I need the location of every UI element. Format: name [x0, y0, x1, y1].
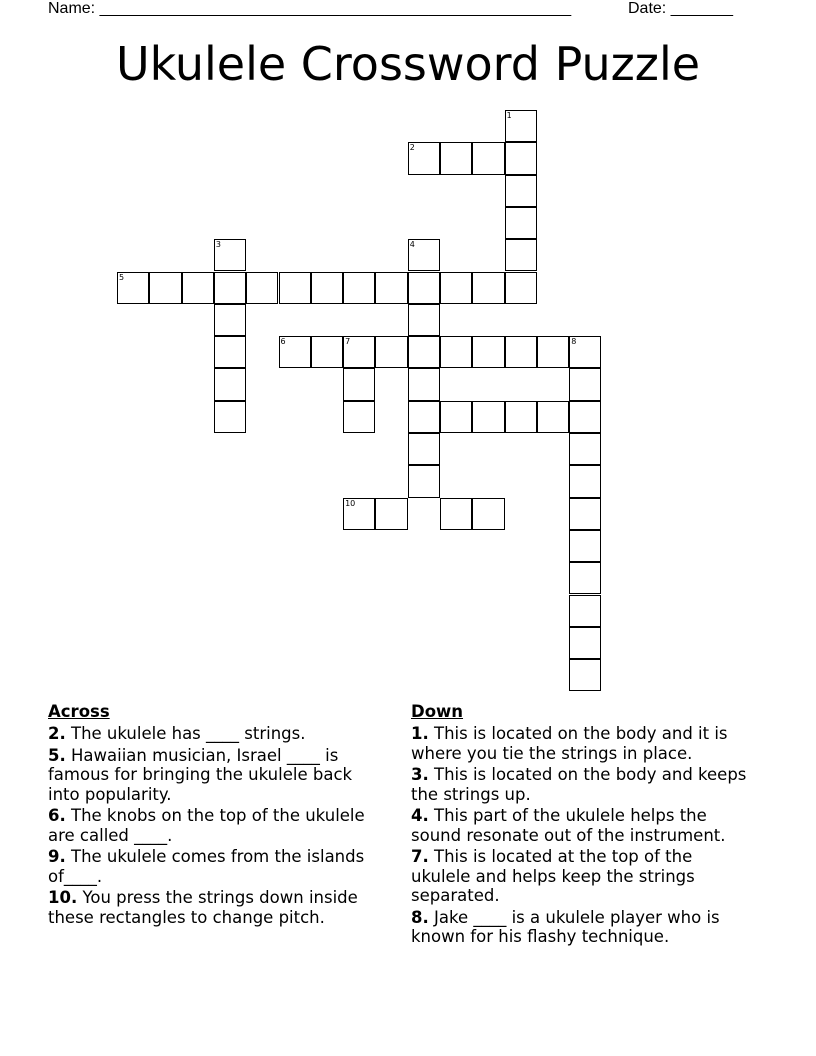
crossword-cell[interactable] — [440, 336, 472, 368]
crossword-cell[interactable] — [472, 336, 504, 368]
clue-number: 1 — [506, 111, 512, 120]
crossword-cell[interactable] — [343, 498, 375, 530]
crossword-cell[interactable] — [343, 401, 375, 433]
down-clue — [411, 806, 756, 845]
clue-number: 6 — [280, 337, 286, 347]
clue-number: 8. — [411, 907, 429, 927]
clue-number: 7 — [345, 337, 351, 347]
clue-number: 2. — [48, 724, 66, 743]
crossword-cell[interactable] — [569, 627, 601, 659]
crossword-cell[interactable] — [505, 142, 537, 174]
clue-text: This is located on the body and it is where you tie the strings in place. — [411, 724, 728, 763]
crossword-cell[interactable] — [246, 272, 278, 304]
clue-text: This is located at the top of the ukulele and helps keep the strings separated. — [411, 847, 695, 905]
crossword-cell[interactable] — [569, 433, 601, 465]
crossword-cell[interactable] — [569, 336, 601, 368]
across-clue — [48, 847, 388, 886]
crossword-cell[interactable] — [569, 595, 601, 627]
crossword-cell[interactable] — [569, 401, 601, 433]
crossword-cell[interactable] — [505, 401, 537, 433]
clue-number: 10 — [345, 498, 356, 508]
crossword-cell[interactable] — [408, 368, 440, 400]
crossword-cell[interactable] — [569, 530, 601, 562]
crossword-cell[interactable] — [214, 336, 246, 368]
clue-number: 5 — [119, 272, 125, 282]
crossword-cell[interactable] — [505, 239, 537, 271]
crossword-cell[interactable] — [375, 272, 407, 304]
crossword-cell[interactable] — [214, 401, 246, 433]
crossword-cell[interactable] — [408, 239, 440, 271]
crossword-cell[interactable] — [408, 401, 440, 433]
crossword-cell[interactable] — [408, 465, 440, 497]
clue-number: 2 — [409, 143, 415, 153]
clue-number: 1. — [411, 724, 429, 743]
crossword-cell[interactable] — [537, 336, 569, 368]
clue-text: The ukulele comes from the islands of____. — [48, 847, 365, 886]
crossword-cell[interactable] — [505, 175, 537, 207]
down-clues — [411, 702, 756, 949]
crossword-cell[interactable] — [214, 272, 246, 304]
clue-number: 9. — [48, 847, 66, 866]
clue-text: Jake ____ is a ukulele player who is known for his flashy technique. — [411, 907, 720, 946]
down-clue — [411, 765, 756, 804]
crossword-cell[interactable] — [569, 659, 601, 691]
crossword-cell[interactable] — [440, 142, 472, 174]
clue-number: 3 — [215, 240, 221, 250]
clue-number: 6. — [48, 806, 66, 825]
crossword-cell[interactable] — [505, 336, 537, 368]
crossword-cell[interactable] — [472, 272, 504, 304]
clue-text: The knobs on the top of the ukulele are called ____. — [48, 806, 365, 845]
crossword-cell[interactable] — [149, 272, 181, 304]
crossword-cell[interactable] — [537, 401, 569, 433]
page-title: Ukulele Crossword Puzzle — [115, 37, 701, 91]
crossword-cell[interactable] — [569, 562, 601, 594]
crossword-cell[interactable] — [343, 368, 375, 400]
down-clue — [411, 908, 756, 947]
crossword-cell[interactable] — [408, 142, 440, 174]
crossword-cell[interactable] — [472, 401, 504, 433]
crossword-cell[interactable] — [117, 272, 149, 304]
across-clue — [48, 888, 388, 927]
crossword-cell[interactable] — [214, 239, 246, 271]
clue-text: This is located on the body and keeps the strings up. — [411, 765, 747, 804]
crossword-cell[interactable] — [569, 368, 601, 400]
crossword-cell[interactable] — [375, 498, 407, 530]
clue-number: 5. — [48, 745, 66, 765]
crossword-cell[interactable] — [408, 433, 440, 465]
crossword-cell[interactable] — [505, 207, 537, 239]
crossword-cell[interactable] — [408, 304, 440, 336]
crossword-cell[interactable] — [569, 498, 601, 530]
crossword-cell[interactable] — [279, 336, 311, 368]
crossword-cell[interactable] — [279, 272, 311, 304]
clue-number: 7. — [411, 847, 429, 866]
across-clue — [48, 746, 388, 805]
clue-text: You press the strings down inside these rectangles to change pitch. — [48, 888, 358, 927]
clue-number: 8 — [571, 337, 577, 347]
clue-number: 10. — [48, 888, 78, 907]
crossword-cell[interactable] — [505, 272, 537, 304]
across-heading: Across — [48, 702, 110, 721]
crossword-cell[interactable] — [343, 336, 375, 368]
crossword-cell[interactable] — [343, 272, 375, 304]
clue-number: 4. — [411, 806, 429, 825]
crossword-cell[interactable] — [182, 272, 214, 304]
clue-number: 3. — [411, 765, 429, 784]
crossword-cell[interactable] — [505, 110, 537, 142]
crossword-cell[interactable] — [408, 336, 440, 368]
crossword-cell[interactable] — [472, 142, 504, 174]
date-field-label: Date: _______ — [628, 0, 733, 17]
across-clue — [48, 806, 388, 845]
crossword-cell[interactable] — [569, 465, 601, 497]
across-clue — [48, 724, 388, 744]
crossword-cell[interactable] — [214, 304, 246, 336]
crossword-cell[interactable] — [408, 272, 440, 304]
clue-text: The ukulele has ____ strings. — [65, 724, 306, 743]
down-clue — [411, 847, 756, 906]
name-field-label: Name: _____________________________________________________ — [48, 0, 572, 17]
clue-text: Hawaiian musician, Israel ____ is famous for bringing the ukulele back into popularity. — [48, 745, 353, 804]
crossword-cell[interactable] — [440, 498, 472, 530]
crossword-cell[interactable] — [214, 368, 246, 400]
clue-text: This part of the ukulele helps the sound resonate out of the instrument. — [411, 806, 726, 845]
crossword-cell[interactable] — [375, 336, 407, 368]
crossword-cell[interactable] — [472, 498, 504, 530]
crossword-cell[interactable] — [311, 336, 343, 368]
crossword-cell[interactable] — [440, 401, 472, 433]
crossword-cell[interactable] — [311, 272, 343, 304]
across-clues — [48, 702, 388, 929]
clue-number: 4 — [409, 240, 415, 250]
down-clue — [411, 724, 756, 763]
crossword-cell[interactable] — [440, 272, 472, 304]
down-heading: Down — [411, 702, 464, 721]
